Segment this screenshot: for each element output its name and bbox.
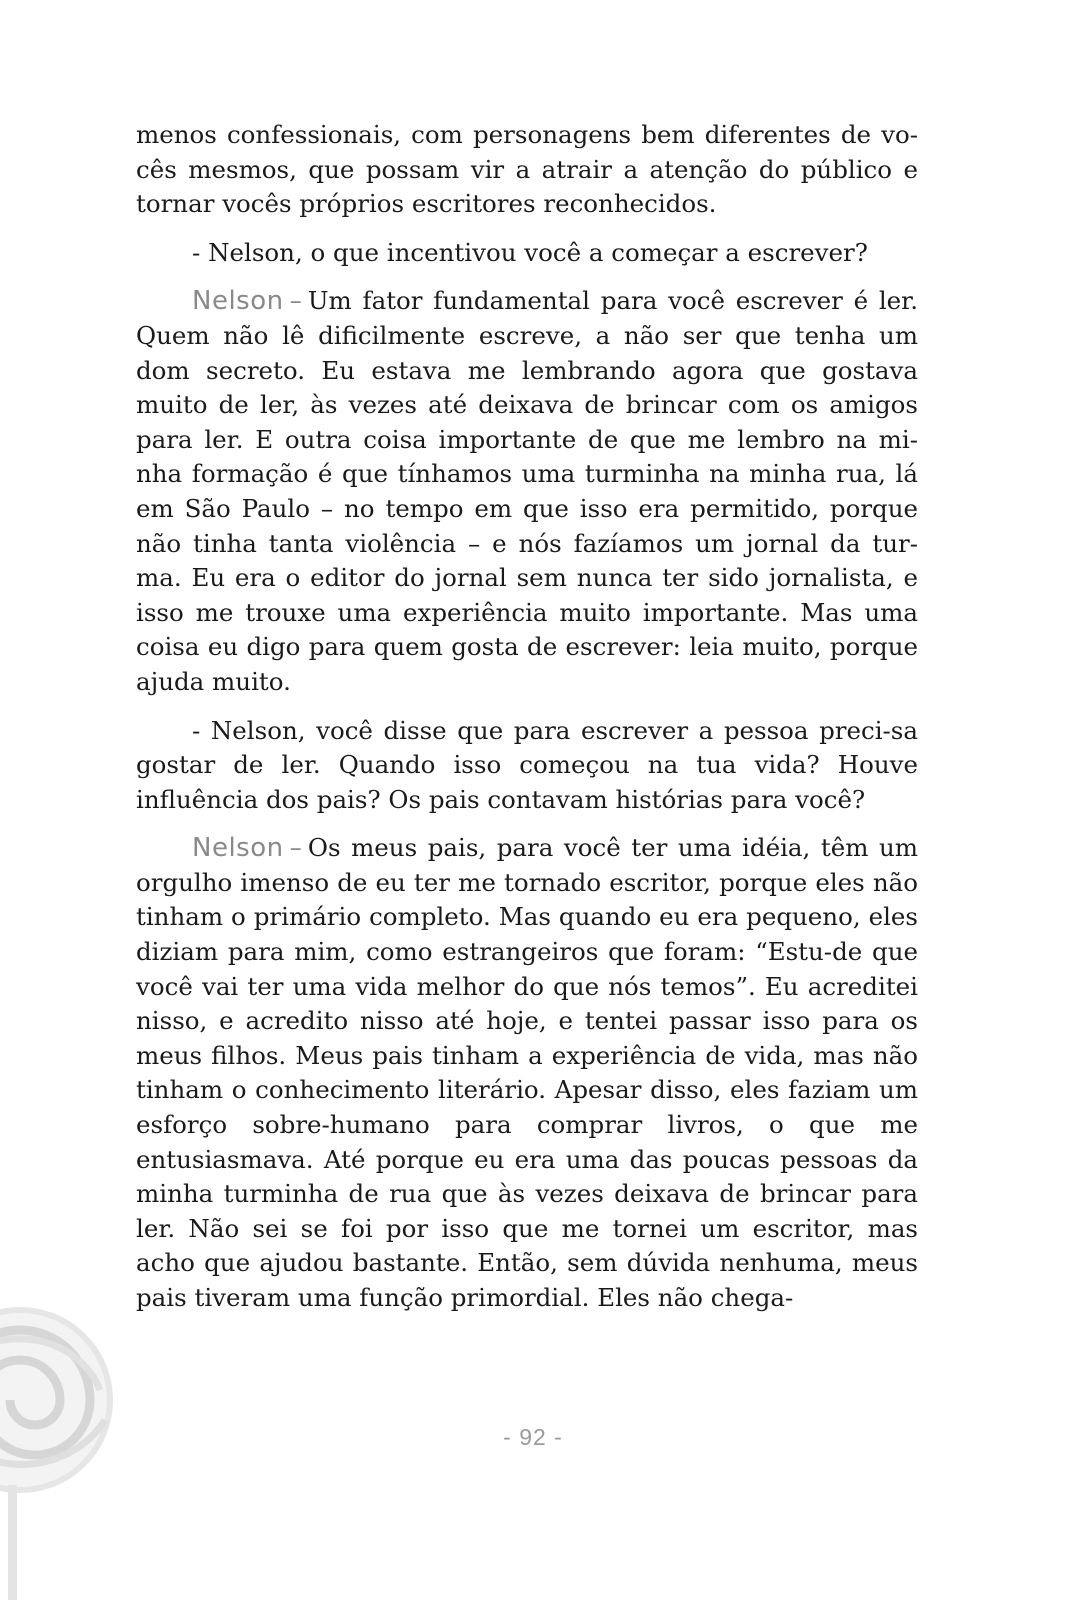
question-text: - Nelson, você disse que para escrever a pessoa preci-sa gostar de ler. Quando isso começou na tua vida? Houve influência dos pais? Os pais contavam histórias para você? — [136, 715, 918, 814]
question-text: - Nelson, o que incentivou você a começar a escrever? — [192, 237, 868, 267]
interview-answer — [136, 831, 918, 1315]
answer-text: Um fator fundamental para você escrever é ler. Quem não lê dificilmente escreve, a não ser que tenha um dom secreto. Eu estava me lembrando agora que gostava muito de ler, às vezes até deixava de brincar com os amigos para ler. E outra coisa importante de que me lembro na mi-nha formação é que tínhamos uma turminha na minha rua, lá em São Paulo – no tempo em que isso era permitido, porque não tinha tanta violência – e nós fazíamos um jornal da tur-ma. Eu era o editor do jornal sem nunca ter sido jornalista, e isso me trouxe uma experiência muito importante. Mas uma coisa eu digo para quem gosta de escrever: leia muito, porque ajuda muito. — [136, 286, 918, 696]
interview-answer — [136, 284, 918, 699]
body-text — [136, 118, 918, 1330]
answer-text: Os meus pais, para você ter uma idéia, têm um orgulho imenso de eu ter me tornado escritor, porque eles não tinham o primário completo. Mas quando eu era pequeno, eles diziam para mim, como estrangeiros que foram: “Estu-de que você vai ter uma vida melhor do que nós temos”. Eu acreditei nisso, e acredito nisso até hoje, e tentei passar isso para os meus filhos. Meus pais tinham a experiência de vida, mas não tinham o conhecimento literário. Apesar disso, eles faziam um esforço sobre-humano para comprar livros, o que me entusiasmava. Até porque eu era uma das poucas pessoas da minha turminha de rua que às vezes deixava de brincar para ler. Não sei se foi por isso que me tornei um escritor, mas acho que ajudou bastante. Então, sem dúvida nenhuma, meus pais tiveram uma função primordial. Eles não chega- — [136, 833, 918, 1312]
interview-question — [136, 236, 918, 271]
interview-question — [136, 714, 918, 818]
speaker-name: Nelson — [192, 286, 284, 317]
paragraph-continuation — [136, 118, 918, 222]
paragraph-text: menos confessionais, com personagens bem diferentes de vo-cês mesmos, que possam vir a atrair a atenção do público e tornar vocês próprios escritores reconhecidos. — [136, 120, 918, 219]
speaker-separator: – — [289, 286, 302, 316]
speaker-separator: – — [289, 833, 302, 863]
speaker-name: Nelson — [192, 833, 284, 864]
page-number: - 92 - — [503, 1424, 563, 1450]
